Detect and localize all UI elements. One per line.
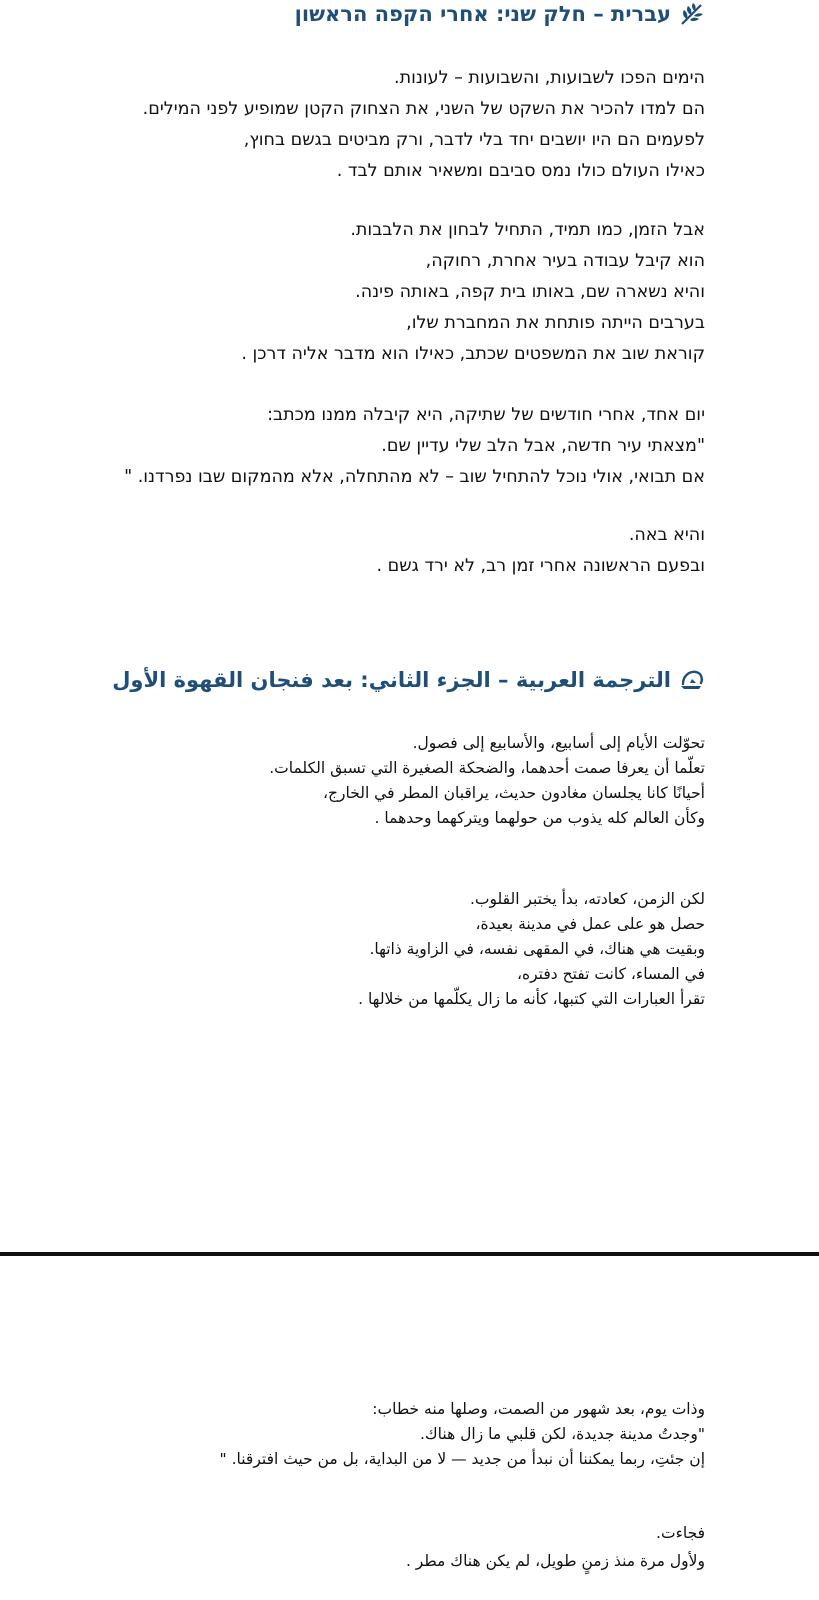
hebrew-line: אבל הזמן, כמו תמיד, התחיל לבחון את הלבבות. bbox=[350, 220, 705, 240]
arabic-line: وكأن العالم كله يذوب من حولهما ويتركهما وحدهما . bbox=[374, 809, 705, 827]
arabic-line: وذات يوم، بعد شهور من الصمت، وصلها منه خطاب: bbox=[372, 1400, 705, 1418]
arabic-section-heading bbox=[112, 668, 705, 692]
hebrew-line: הימים הפכו לשבועות, והשבועות – לעונות. bbox=[394, 68, 705, 88]
hebrew-heading-text: עברית – חלק שני: אחרי הקפה הראשון bbox=[294, 2, 671, 26]
arabic-line: فجاءت. bbox=[656, 1524, 705, 1542]
hebrew-line: קוראת שוב את המשפטים שכתב, כאילו הוא מדבר אליה דרכן . bbox=[241, 344, 705, 364]
hebrew-section-heading bbox=[295, 2, 705, 26]
hebrew-line: כאילו העולם כולו נמס סביבם ומשאיר אותם לבד . bbox=[336, 161, 705, 181]
arabic-line: تعلّما أن يعرفا صمت أحدهما، والضحكة الصغيرة التي تسبق الكلمات. bbox=[269, 759, 705, 777]
arabic-heading-text: الترجمة العربية – الجزء الثاني: بعد فنجان القهوة الأول bbox=[112, 668, 671, 692]
hebrew-line: והיא באה. bbox=[628, 525, 705, 545]
arabic-line: وبقيت هي هناك، في المقهى نفسه، في الزاوية ذاتها. bbox=[369, 940, 705, 958]
hebrew-line: הם למדו להכיר את השקט של השני, את הצחוק הקטן שמופיע לפני המילים. bbox=[142, 99, 705, 119]
hebrew-line: אם תבואי, אולי נוכל להתחיל שוב – לא מהתחלה, אלא מהמקום שבו נפרדנו. " bbox=[124, 467, 705, 487]
coffee-cup-icon bbox=[679, 668, 705, 692]
arabic-line: لكن الزمن، كعادته، بدأ يختبر القلوب. bbox=[469, 890, 705, 908]
hebrew-line: לפעמים הם היו יושבים יחד בלי לדבר, ורק מביטים בגשם בחוץ, bbox=[243, 130, 705, 150]
arabic-line: حصل هو على عمل في مدينة بعيدة، bbox=[475, 915, 705, 933]
arabic-line: "وجدتُ مدينة جديدة، لكن قلبي ما زال هناك. bbox=[419, 1425, 705, 1443]
arabic-line: في المساء، كانت تفتح دفتره، bbox=[516, 965, 705, 983]
arabic-line: ولأول مرة منذ زمنٍ طويل، لم يكن هناك مطر . bbox=[405, 1552, 705, 1570]
hebrew-line: יום אחד, אחרי חודשים של שתיקה, היא קיבלה ממנו מכתב: bbox=[267, 405, 705, 425]
hebrew-line: "מצאתי עיר חדשה, אבל הלב שלי עדיין שם. bbox=[381, 436, 705, 456]
leaf-sprig-icon bbox=[679, 2, 705, 26]
arabic-line: إن جئتِ، ربما يمكننا أن نبدأ من جديد — لا من البداية، بل من حيث افترقنا. " bbox=[219, 1450, 705, 1468]
hebrew-line: הוא קיבל עבודה בעיר אחרת, רחוקה, bbox=[425, 251, 705, 271]
arabic-line: تحوّلت الأيام إلى أسابيع، والأسابيع إلى فصول. bbox=[412, 734, 705, 752]
arabic-line: تقرأ العبارات التي كتبها، كأنه ما زال يكلّمها من خلالها . bbox=[358, 990, 705, 1008]
arabic-line: أحيانًا كانا يجلسان مغادون حديث، يراقبان المطر في الخارج، bbox=[323, 784, 705, 802]
page-break-rule bbox=[0, 1252, 819, 1256]
hebrew-line: בערבים הייתה פותחת את המחברת שלו, bbox=[406, 313, 705, 333]
hebrew-line: והיא נשארה שם, באותו בית קפה, באותה פינה. bbox=[355, 282, 705, 302]
hebrew-line: ובפעם הראשונה אחרי זמן רב, לא ירד גשם . bbox=[376, 556, 705, 576]
